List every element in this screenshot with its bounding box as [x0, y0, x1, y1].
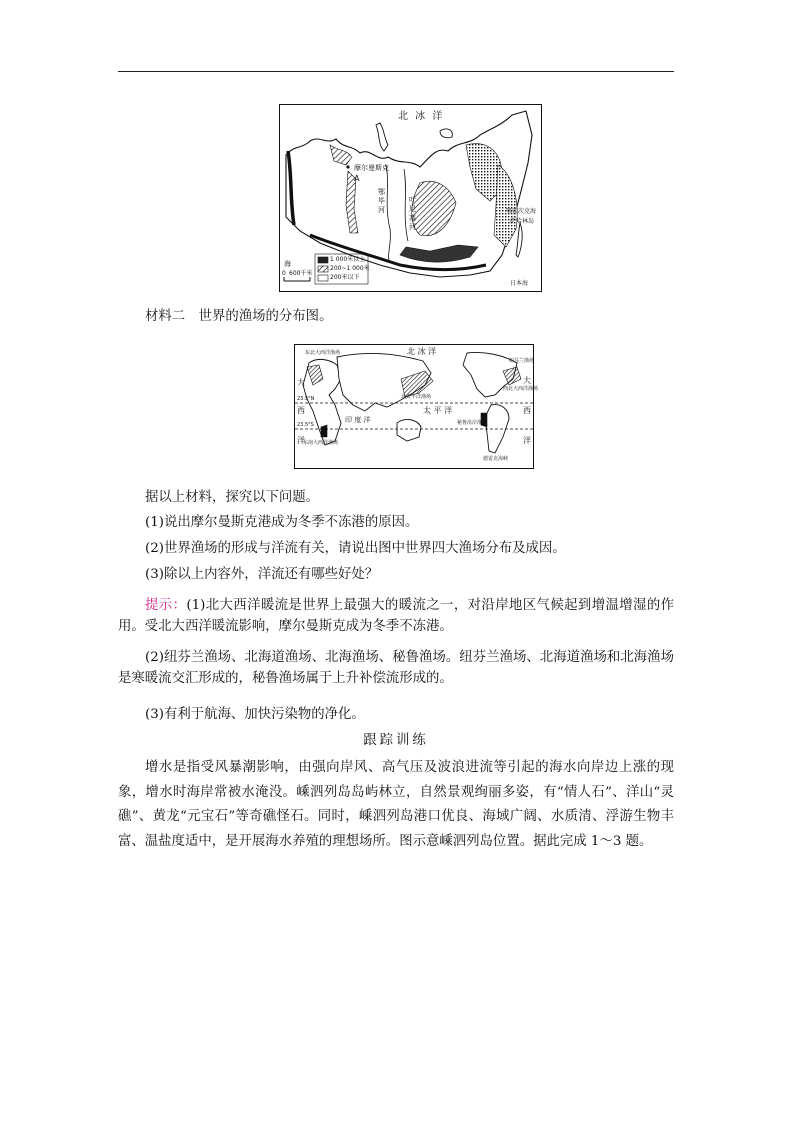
- label-northeast-atlantic: 东北大西洋渔场: [305, 350, 341, 356]
- passage-text: 增水是指受风暴潮影响，由强向岸风、高气压及波浪进流等引起的海水向岸边上涨的现象，增水时海岸常被水淹没。嵊泗列岛岛屿林立，自然景观绚丽多姿，有“情人石”、洋山“灵礁”、黄龙“元宝石”等奇礁怪石。同时，嵊泗列岛港口优良、海域广阔、水质清、浮游生物丰富、温盐度适中，是开展海水养殖的理想场所。图示意嵊泗列岛位置。据此完成 1～3 题。: [118, 760, 674, 849]
- label-yenisei-4: 河: [409, 223, 416, 231]
- answer-3: (3)有利于航海、加快污染物的净化。: [145, 707, 365, 722]
- legend-swatch-3: [318, 275, 328, 281]
- label-indian-ocean: 印 度 洋: [345, 416, 371, 424]
- label-ob-2: 毕: [378, 197, 385, 205]
- label-yenisei-1: 叶: [409, 196, 416, 204]
- australia: [397, 420, 421, 441]
- intro-text: 据以上材料，探究以下问题。: [145, 490, 320, 505]
- legend-swatch-2: [318, 266, 328, 272]
- arctic-island: [440, 129, 452, 138]
- label-newfoundland: 纽芬兰渔场: [509, 358, 535, 364]
- label-ob-3: 河: [378, 206, 385, 214]
- answer-2: (2)纽芬兰渔场、北海道渔场、北海渔场、秘鲁渔场。纽芬兰渔场、北海道渔场和北海渔场是寒暖流交汇形成的，秘鲁渔场属于上升补偿流形成的。: [118, 650, 674, 686]
- label-black-sea: 海: [284, 260, 291, 268]
- label-sea-of-japan: 日本海: [510, 280, 529, 287]
- label-ob-1: 鄂: [378, 188, 385, 196]
- russia-relief-map: [279, 104, 542, 292]
- label-sakhalin: 萨哈林岛: [510, 218, 535, 225]
- label-right-da: 大: [523, 376, 531, 385]
- label-peru-fishery: 秘鲁沿岸渔场: [457, 420, 488, 426]
- murmansk-dot: [346, 165, 349, 168]
- world-fisheries-map: [294, 344, 539, 469]
- answer-1-text: (1)北大西洋暖流是世界上最强大的暖流之一，对沿岸地区气候起到增温增湿的作用。受北大西洋暖流影响，摩尔曼斯克成为冬季不冻港。: [118, 598, 675, 634]
- answer-1: [118, 595, 674, 637]
- question-1: (1)说出摩尔曼斯克港成为冬季不冻港的原因。: [145, 515, 419, 530]
- label-lat-s: 23.5°S: [297, 422, 314, 428]
- label-southeast-atlantic: 东南大西洋渔场: [303, 440, 339, 446]
- legend-swatch-1: [318, 257, 328, 263]
- label-yenisei-3: 塞: [409, 214, 416, 222]
- legend-label-1: 1 000米以上: [330, 256, 366, 263]
- label-north-pacific-fishery: 北太平洋渔场: [401, 394, 432, 400]
- label-northwest-atlantic: 西北大西洋渔场: [503, 386, 539, 392]
- label-atlantic-da: 大: [297, 378, 305, 387]
- fishery-southeast-atlantic: [321, 425, 327, 437]
- legend-label-2: 200~1 000米: [330, 265, 370, 272]
- header-rule: [118, 71, 674, 72]
- legend-label-3: 200米以下: [330, 274, 360, 281]
- world-map-drawing: [295, 345, 533, 468]
- label-right-xi: 西: [523, 406, 531, 415]
- novaya-zemlya: [376, 123, 388, 151]
- label-point-a: A: [354, 174, 360, 183]
- label-atlantic-yang: 洋: [297, 436, 305, 445]
- label-okhotsk: 鄂霍次克海: [506, 208, 537, 215]
- section-title: 跟踪训练: [363, 733, 429, 748]
- sakhalin-island: [516, 223, 522, 257]
- caption-material-2: 材料二 世界的渔场的分布图。: [145, 309, 333, 324]
- label-yenisei-2: 尼: [409, 205, 416, 213]
- label-murmansk: 摩尔曼斯克: [354, 164, 389, 172]
- question-3: (3)除以上内容外，洋流还有哪些好处？: [145, 567, 379, 582]
- label-right-yang: 洋: [523, 436, 531, 445]
- label-drake: 德雷克海峡: [483, 456, 509, 462]
- scale-label-0: 0: [282, 270, 286, 277]
- label-arctic-ocean-2: 北 冰 洋: [407, 347, 437, 356]
- question-2: (2)世界渔场的形成与洋流有关，请说出图中世界四大渔场分布及成因。: [145, 541, 566, 556]
- hint-label: 提示：: [145, 598, 187, 613]
- label-arctic-ocean: 北 冰 洋: [398, 111, 445, 122]
- label-pacific: 太 平 洋: [423, 406, 453, 415]
- label-lat-n: 23.5°N: [297, 396, 315, 402]
- scale-label-600: 600千米: [289, 270, 313, 277]
- label-atlantic-xi: 西: [297, 406, 305, 415]
